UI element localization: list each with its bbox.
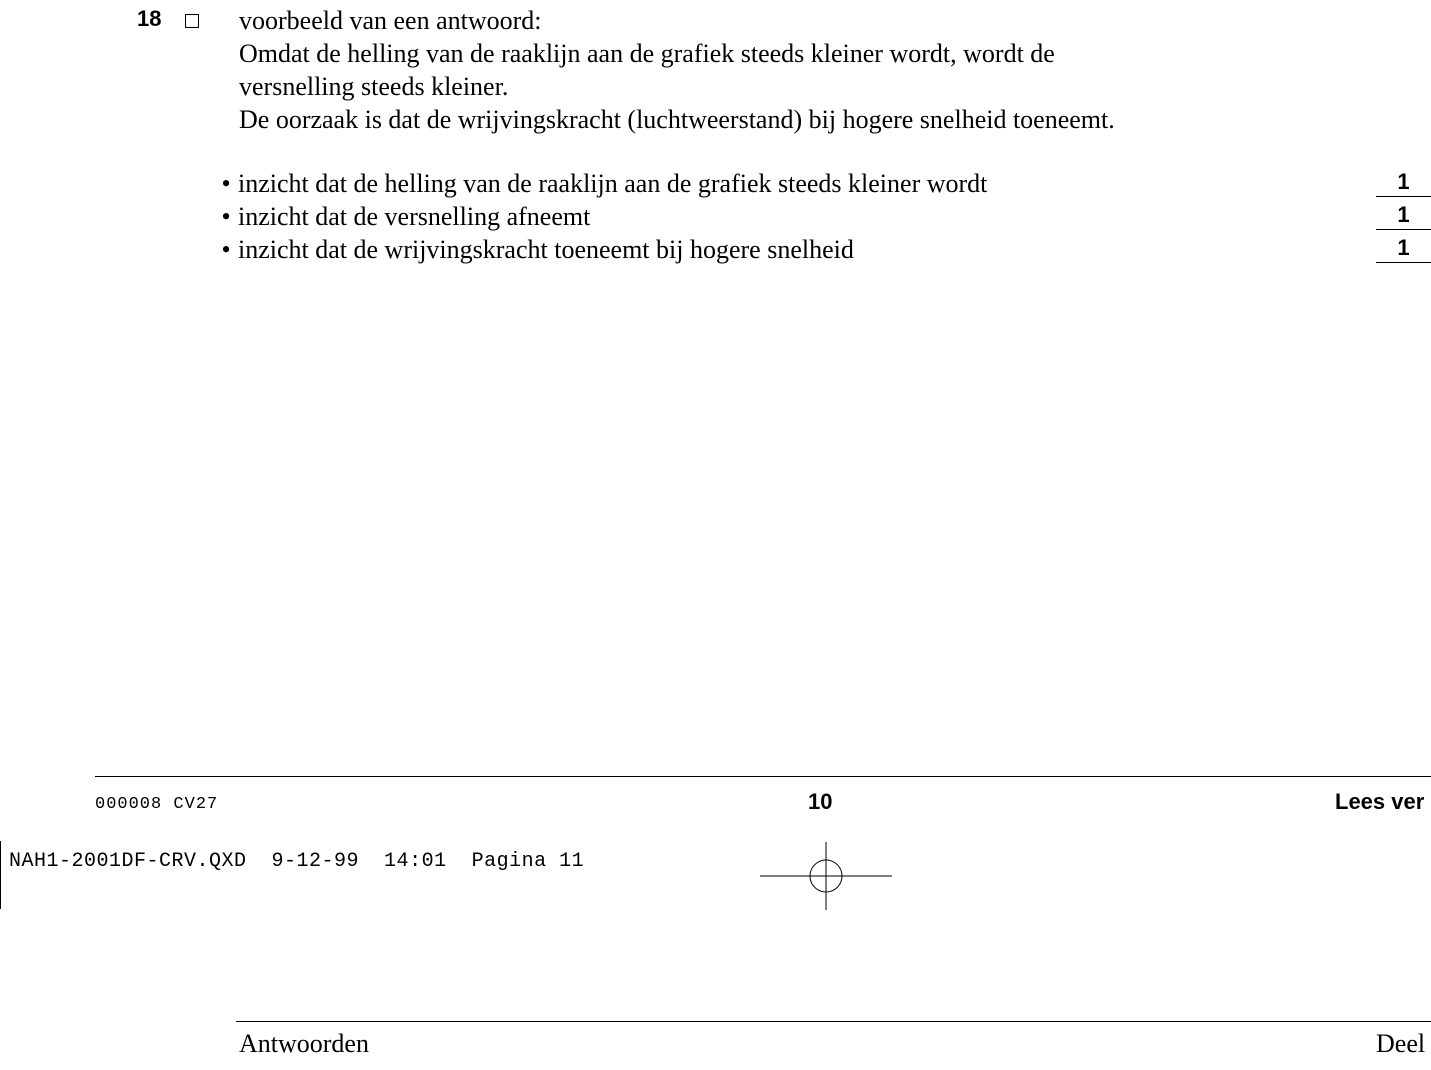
- criterion-score: 1: [1376, 235, 1431, 263]
- example-answer: [239, 4, 1115, 136]
- page-number: 10: [808, 789, 833, 814]
- criterion-text: inzicht dat de helling van de raaklijn aan de grafiek steeds kleiner wordt: [238, 169, 988, 198]
- criterion-score: 1: [1376, 169, 1431, 197]
- section-part: Deel: [1376, 1029, 1426, 1058]
- footer-code: 000008 CV27: [95, 795, 219, 814]
- registration-mark-icon: [758, 842, 894, 910]
- criterion-row: [218, 233, 1431, 266]
- scoring-criteria-list: [218, 167, 1431, 266]
- bullet-icon: •: [221, 202, 231, 231]
- crop-margin-line: [0, 841, 1, 909]
- question-checkbox: [185, 14, 199, 28]
- header-divider: [236, 1021, 1431, 1022]
- footer-divider: [95, 776, 1431, 777]
- bullet-icon: •: [221, 169, 231, 198]
- answer-line: versnelling steeds kleiner.: [239, 72, 509, 101]
- answer-line: Omdat de helling van de raaklijn aan de grafiek steeds kleiner wordt, wordt de: [239, 39, 1055, 68]
- file-stamp: NAH1-2001DF-CRV.QXD 9-12-99 14:01 Pagina 11: [9, 850, 585, 873]
- criterion-row: [218, 167, 1431, 200]
- question-number: 18: [137, 6, 162, 31]
- answer-line: De oorzaak is dat de wrijvingskracht (luchtweerstand) bij hogere snelheid toeneemt.: [239, 105, 1115, 134]
- section-title: Antwoorden: [239, 1029, 369, 1058]
- criterion-text: inzicht dat de versnelling afneemt: [238, 202, 591, 231]
- criterion-row: [218, 200, 1431, 233]
- continue-text: Lees ver: [1335, 789, 1425, 814]
- answer-line: voorbeeld van een antwoord:: [239, 6, 542, 35]
- bullet-icon: •: [221, 235, 231, 264]
- criterion-score: 1: [1376, 202, 1431, 230]
- criterion-text: inzicht dat de wrijvingskracht toeneemt bij hogere snelheid: [238, 235, 854, 264]
